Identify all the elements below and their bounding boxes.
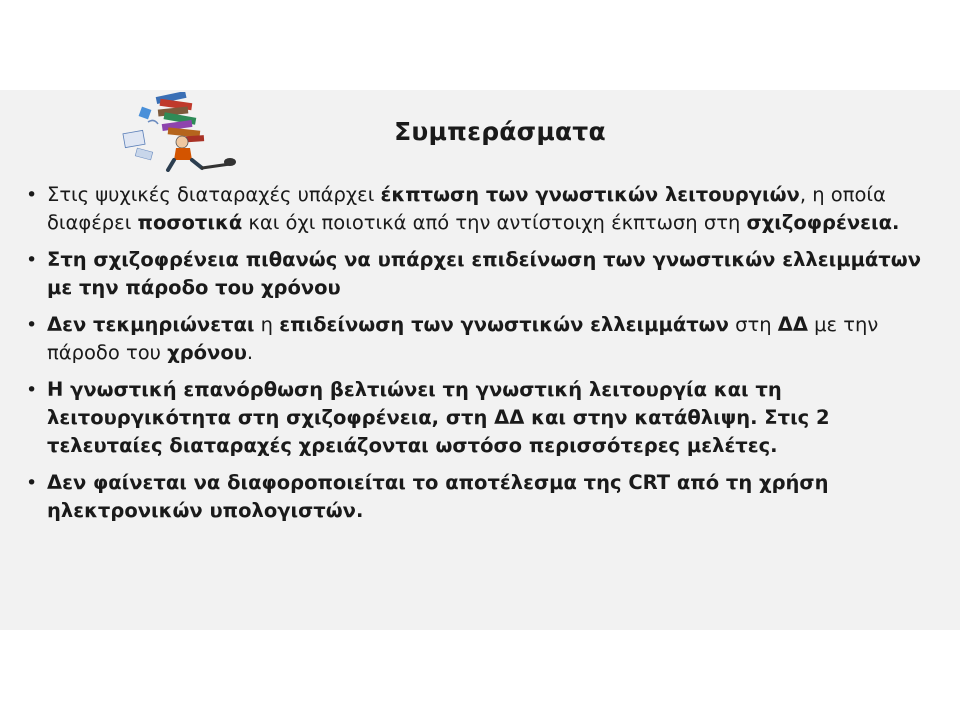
bullet-text: Στις ψυχικές διαταραχές υπάρχει (47, 183, 381, 206)
bullet-text: η (254, 313, 280, 336)
bullet-item (22, 311, 942, 367)
bullet-text-bold: έκπτωση των γνωστικών λειτουργιών (380, 183, 800, 206)
bullet-text: στη (728, 313, 778, 336)
bullet-item (22, 469, 942, 525)
bullet-text-bold: Δεν τεκμηριώνεται (47, 313, 255, 336)
bullet-text: και όχι ποιοτικά από την αντίστοιχη έκπτωση στη (242, 211, 747, 234)
bullet-item (22, 376, 942, 460)
bullet-text-bold: χρόνου (167, 341, 247, 364)
bullet-text: , η οποία διαφέρει (47, 183, 886, 234)
bullet-text: με την πάροδο του (47, 313, 879, 364)
bullet-dot-icon: • (26, 184, 38, 206)
conclusions-list (22, 181, 942, 534)
bullet-text-bold: Στη σχιζοφρένεια πιθανώς να υπάρχει επιδείνωση των γνωστικών ελλειμμάτων με την πάροδο του χρόνου (47, 248, 921, 299)
bullet-dot-icon: • (26, 472, 38, 494)
slide-title: Συμπεράσματα (394, 117, 606, 146)
bullet-text-bold: Η γνωστική επανόρθωση βελτιώνει τη γνωστική λειτουργία και τη λειτουργικότητα στη σχιζοφρένεια, στη ΔΔ και στην κατάθλιψη. Στις 2 τελευταίες διαταραχές χρειάζονται ωστόσο περισσότερες μελέτες. (47, 378, 830, 457)
bullet-dot-icon: • (26, 249, 38, 271)
bullet-item (22, 181, 942, 237)
bullet-text-bold: επιδείνωση των γνωστικών ελλειμμάτων (279, 313, 729, 336)
bullet-text-bold: ΔΔ (777, 313, 808, 336)
bullet-item (22, 246, 942, 302)
bullet-text-bold: σχιζοφρένεια. (746, 211, 900, 234)
bullet-text-bold: ποσοτικά (137, 211, 243, 234)
bullet-text: . (246, 341, 254, 364)
bullet-dot-icon: • (26, 379, 38, 401)
bullet-text-bold: Δεν φαίνεται να διαφοροποιείται το αποτέλεσμα της CRT από τη χρήση ηλεκτρονικών υπολογιστών. (47, 471, 829, 522)
bullet-dot-icon: • (26, 314, 38, 336)
